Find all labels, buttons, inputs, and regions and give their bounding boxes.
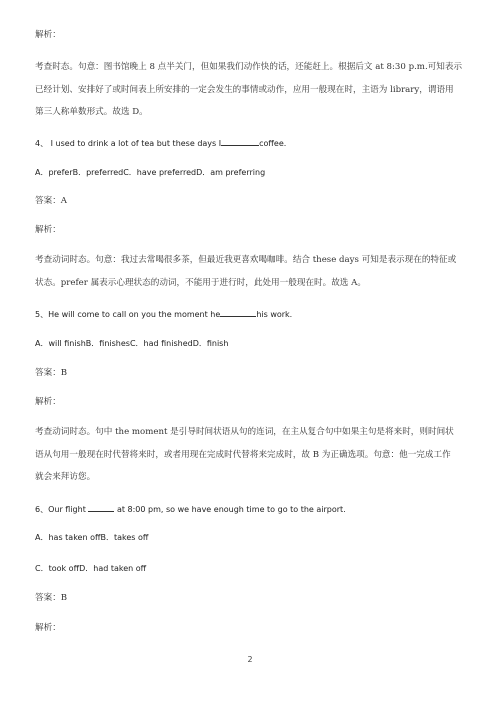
- analysis-line: 考查时态。句意：图书馆晚上 8 点半关门，但如果我们动作快的话，还能赶上。根据后文 at 8:30 p.m.可知表示: [35, 62, 463, 72]
- question-6-prefix: 6、Our flight: [35, 505, 86, 514]
- analysis-line: 就会来拜访您。: [35, 472, 96, 482]
- question-4-analysis-label: 解析：: [35, 225, 61, 235]
- question-6-suffix: at 8:00 pm, so we have enough time to go to the airport.: [116, 505, 346, 514]
- question-6-options-row-1: A．has taken offB．takes off: [35, 533, 149, 542]
- answer-blank: [220, 308, 256, 317]
- question-6-analysis-label: 解析：: [35, 623, 61, 633]
- analysis-line: 考查动词时态。句中 the moment 是引导时间状语从句的连词，在主从复合句中如果主句是将来时，则时间状: [35, 427, 454, 437]
- analysis-paragraph-q3: [35, 56, 467, 124]
- analysis-line: 考查动词时态。句意：我过去常喝很多茶，但最近我更喜欢喝咖啡。结合 these days 可知是表示现在的特征或: [35, 255, 457, 265]
- question-4-suffix: coffee.: [259, 139, 287, 148]
- question-6: [35, 503, 467, 516]
- question-5-options: A．will finishB．finishesC．had finishedD．finish: [35, 339, 229, 348]
- analysis-label: 解析：: [35, 30, 61, 40]
- answer-blank: [221, 137, 259, 146]
- analysis-line: 第三人称单数形式。故选 D。: [35, 107, 148, 117]
- question-5-prefix: 5、He will come to call on you the moment he: [35, 310, 221, 319]
- page-number: 2: [247, 655, 253, 664]
- question-6-answer: 答案：B: [35, 593, 68, 603]
- question-4-answer: 答案：A: [35, 196, 67, 206]
- question-5: [35, 308, 467, 321]
- question-5-analysis-label: 解析：: [35, 397, 61, 407]
- question-5-answer: 答案：B: [35, 368, 68, 378]
- answer-blank: [88, 503, 114, 512]
- question-6-options-row-2: C．took offD．had taken off: [35, 564, 147, 573]
- analysis-line: 已经计划、安排好了或时间表上所安排的一定会发生的事情或动作，应用一般现在时，主语为 library，谓语用: [35, 84, 454, 95]
- analysis-line: 语从句用一般现在时代替将来时，或者用现在完成时代替将来完成时，故 B 为正确选项。句意：他一完成工作: [35, 449, 451, 460]
- question-4-prefix: 4、 I used to drink a lot of tea but these days I: [35, 139, 222, 148]
- question-4-analysis: [35, 249, 467, 294]
- question-5-suffix: his work.: [256, 310, 293, 319]
- analysis-line: 状态。prefer 属表示心理状态的动词，不能用于进行时，此处用一般现在时。故选 A。: [35, 277, 366, 288]
- question-4-options: A．preferB．preferredC．have preferredD．am preferring: [35, 168, 266, 177]
- question-5-analysis: [35, 421, 467, 489]
- question-4: [35, 137, 467, 150]
